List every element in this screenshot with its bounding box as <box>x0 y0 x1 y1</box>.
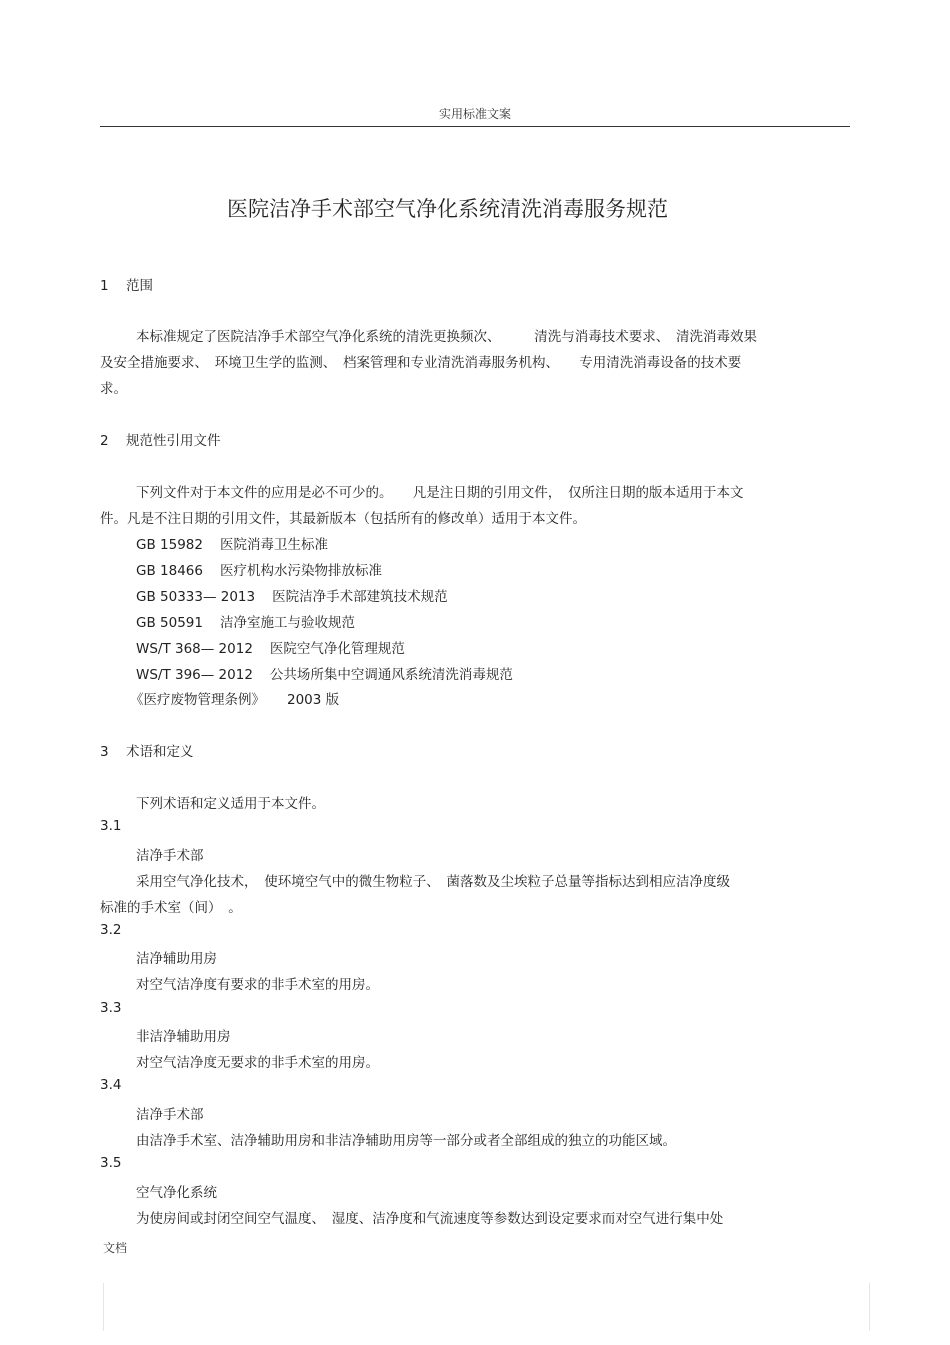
section-2-heading <box>100 429 221 449</box>
page-footer: 文档 <box>103 1241 128 1255</box>
ref-name: 2003 版 <box>287 692 340 708</box>
refs-intro-line-2: 件。凡是不注日期的引用文件，其最新版本（包括所有的修改单）适用于本文件。 <box>100 511 586 527</box>
section-label: 范围 <box>126 278 153 294</box>
term-name: 洁净辅助用房 <box>136 951 217 967</box>
term-name: 非洁净辅助用房 <box>136 1029 231 1045</box>
ref-item <box>136 585 448 605</box>
ref-code: GB 15982 <box>136 537 203 553</box>
section-1-heading <box>100 274 153 294</box>
ref-name: 医院空气净化管理规范 <box>269 641 405 657</box>
ref-name: 医疗机构水污染物排放标准 <box>219 563 382 579</box>
term-definition: 对空气洁净度有要求的非手术室的用房。 <box>136 977 379 993</box>
ref-item <box>136 611 355 631</box>
header-rule <box>100 126 850 127</box>
term-definition: 标准的手术室（间） 。 <box>100 900 242 916</box>
term-name: 洁净手术部 <box>136 848 204 864</box>
ref-item <box>136 637 405 657</box>
terms-intro: 下列术语和定义适用于本文件。 <box>136 796 325 812</box>
term-definition: 由洁净手术室、洁净辅助用房和非洁净辅助用房等一部分或者全部组成的独立的功能区域。 <box>136 1133 676 1149</box>
ref-item <box>136 663 513 683</box>
ref-item <box>130 688 339 708</box>
term-definition: 为使房间或封闭空间空气温度、 湿度、洁净度和气流速度等参数达到设定要求而对空气进行集中处 <box>136 1211 724 1227</box>
ref-code: GB 18466 <box>136 563 203 579</box>
document-title: 医院洁净手术部空气净化系统清洗消毒服务规范 <box>227 197 668 221</box>
term-number: 3.1 <box>100 818 122 834</box>
ref-item <box>136 533 328 553</box>
scope-line-3: 求。 <box>100 381 127 397</box>
section-number: 2 <box>100 433 109 449</box>
term-definition: 对空气洁净度无要求的非手术室的用房。 <box>136 1055 379 1071</box>
page-header: 实用标准文案 <box>438 107 511 121</box>
term-number: 3.2 <box>100 922 122 938</box>
refs-intro-line-1: 下列文件对于本文件的应用是必不可少的。 凡是注日期的引用文件， 仅所注日期的版本适用于本文 <box>136 485 744 501</box>
term-name: 洁净手术部 <box>136 1107 204 1123</box>
scope-line-1: 本标准规定了医院洁净手术部空气净化系统的清洗更换频次、 清洗与消毒技术要求、 清洗消毒效果 <box>136 329 757 345</box>
page-edge-right <box>869 1283 870 1331</box>
ref-code: 《医疗废物管理条例》 <box>130 692 265 708</box>
ref-code: WS/T 396— 2012 <box>136 667 253 683</box>
section-number: 3 <box>100 744 109 760</box>
term-name: 空气净化系统 <box>136 1185 217 1201</box>
scope-line-2: 及安全措施要求、 环境卫生学的监测、 档案管理和专业清洗消毒服务机构、 专用清洗消毒设备的技术要 <box>100 355 742 371</box>
ref-item <box>136 559 382 579</box>
ref-name: 洁净室施工与验收规范 <box>219 615 355 631</box>
ref-name: 医院消毒卫生标准 <box>219 537 328 553</box>
ref-code: GB 50333— 2013 <box>136 589 256 605</box>
section-3-heading <box>100 740 194 760</box>
ref-name: 医院洁净手术部建筑技术规范 <box>272 589 448 605</box>
ref-code: WS/T 368— 2012 <box>136 641 253 657</box>
section-label: 规范性引用文件 <box>126 433 221 449</box>
ref-code: GB 50591 <box>136 615 203 631</box>
term-number: 3.5 <box>100 1155 122 1171</box>
section-label: 术语和定义 <box>126 744 194 760</box>
ref-name: 公共场所集中空调通风系统清洗消毒规范 <box>269 667 513 683</box>
term-number: 3.4 <box>100 1077 122 1093</box>
section-number: 1 <box>100 278 109 294</box>
term-number: 3.3 <box>100 1000 122 1016</box>
term-definition: 采用空气净化技术， 使环境空气中的微生物粒子、 菌落数及尘埃粒子总量等指标达到相应洁净度级 <box>136 874 730 890</box>
page-edge-left <box>103 1283 104 1331</box>
